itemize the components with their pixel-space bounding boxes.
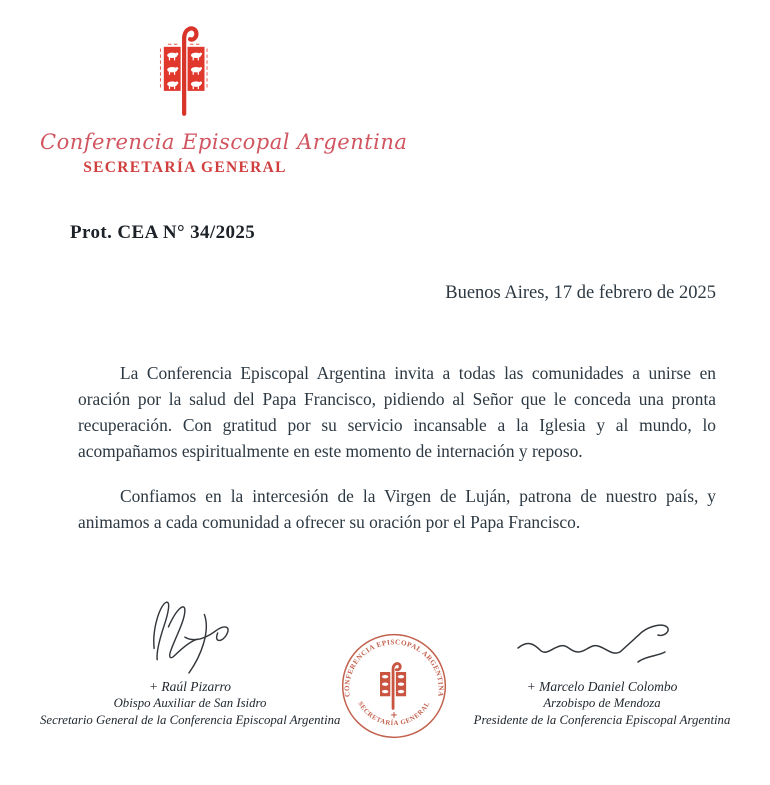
organization-name: Conferencia Episcopal Argentina	[40, 130, 408, 154]
department-name: SECRETARÍA GENERAL	[83, 159, 287, 176]
signature-pizarro-icon	[115, 592, 265, 674]
letter-body	[78, 360, 716, 554]
svg-text:SECRETARÍA GENERAL: SECRETARÍA GENERAL	[356, 700, 432, 728]
cea-crest-icon	[133, 18, 237, 118]
signer-name: + Marcelo Daniel Colombo	[526, 679, 678, 694]
signer-role-2: Presidente de la Conferencia Episcopal Argentina	[473, 713, 731, 727]
signature-block-secretary	[40, 592, 340, 729]
protocol-number: Prot. CEA N° 34/2025	[70, 222, 256, 243]
signature-block-president	[462, 612, 742, 729]
signature-colombo-icon	[502, 612, 702, 674]
paragraph-1: La Conferencia Episcopal Argentina invita a todas las comunidades a unirse en oración por la salud del Papa Francisco, pidiendo al Señor que le conceda una pronta recuperación. Con gratitud por su servicio incansable a la Iglesia y al mundo, lo acompañamos espiritualmente en este momento de internación y reposo.	[78, 363, 716, 461]
dateline: Buenos Aires, 17 de febrero de 2025	[445, 283, 716, 303]
signer-role-1: Arzobispo de Mendoza	[543, 696, 661, 710]
official-seal	[338, 630, 450, 747]
letterhead	[40, 18, 408, 177]
signer-name: + Raúl Pizarro	[148, 679, 232, 694]
svg-text:CONFERENCIA EPISCOPAL ARGENTIN: CONFERENCIA EPISCOPAL ARGENTINA	[343, 638, 445, 698]
signer-role-2: Secretario General de la Conferencia Episcopal Argentina	[40, 713, 341, 727]
cea-seal-icon	[338, 630, 450, 742]
paragraph-2: Confiamos en la intercesión de la Virgen de Luján, patrona de nuestro país, y animamos a cada comunidad a ofrecer su oración por el Papa Francisco.	[78, 486, 716, 532]
signer-role-1: Obispo Auxiliar de San Isidro	[113, 696, 267, 710]
